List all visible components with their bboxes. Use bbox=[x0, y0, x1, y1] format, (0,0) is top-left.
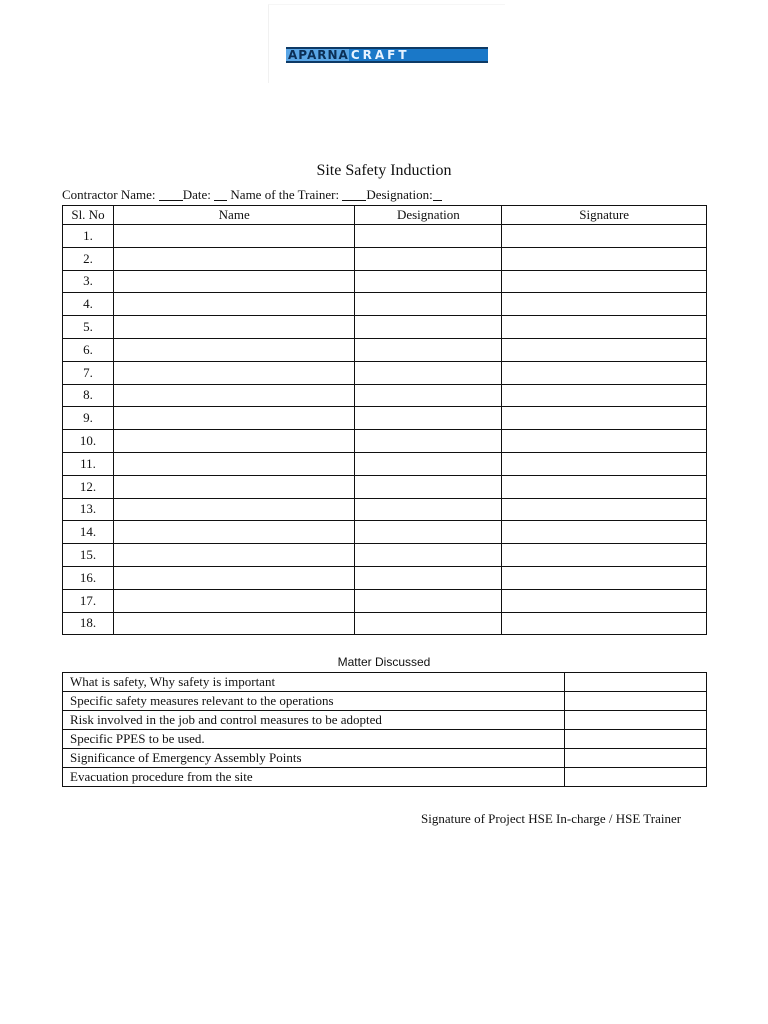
signature-cell[interactable] bbox=[502, 384, 707, 407]
designation-cell[interactable] bbox=[355, 384, 502, 407]
serial-number-cell: 12. bbox=[63, 475, 114, 498]
name-cell[interactable] bbox=[113, 361, 355, 384]
signature-cell[interactable] bbox=[502, 589, 707, 612]
signature-cell[interactable] bbox=[502, 225, 707, 248]
designation-cell[interactable] bbox=[355, 544, 502, 567]
matter-row bbox=[63, 673, 707, 692]
name-cell[interactable] bbox=[113, 316, 355, 339]
date-blank[interactable] bbox=[214, 188, 227, 201]
attendance-row bbox=[63, 430, 707, 453]
designation-label: Designation: bbox=[366, 187, 433, 202]
attendance-table bbox=[62, 205, 707, 635]
trainer-name-blank[interactable] bbox=[342, 188, 366, 201]
designation-cell[interactable] bbox=[355, 498, 502, 521]
matter-row bbox=[63, 730, 707, 749]
column-header-name: Name bbox=[113, 206, 355, 225]
signature-cell[interactable] bbox=[502, 612, 707, 635]
name-cell[interactable] bbox=[113, 475, 355, 498]
matter-row bbox=[63, 711, 707, 730]
name-cell[interactable] bbox=[113, 452, 355, 475]
designation-cell[interactable] bbox=[355, 521, 502, 544]
name-cell[interactable] bbox=[113, 338, 355, 361]
attendance-row bbox=[63, 338, 707, 361]
matter-check-cell[interactable] bbox=[565, 749, 707, 768]
serial-number-cell: 3. bbox=[63, 270, 114, 293]
attendance-row bbox=[63, 521, 707, 544]
designation-cell[interactable] bbox=[355, 589, 502, 612]
attendance-row bbox=[63, 475, 707, 498]
signature-cell[interactable] bbox=[502, 293, 707, 316]
designation-cell[interactable] bbox=[355, 566, 502, 589]
logo-banner bbox=[286, 47, 488, 63]
matter-row bbox=[63, 749, 707, 768]
designation-cell[interactable] bbox=[355, 430, 502, 453]
attendance-row bbox=[63, 612, 707, 635]
serial-number-cell: 18. bbox=[63, 612, 114, 635]
signature-cell[interactable] bbox=[502, 566, 707, 589]
signature-cell[interactable] bbox=[502, 498, 707, 521]
logo-text-aparna: APARNA bbox=[288, 48, 349, 62]
serial-number-cell: 14. bbox=[63, 521, 114, 544]
serial-number-cell: 9. bbox=[63, 407, 114, 430]
matter-check-cell[interactable] bbox=[565, 692, 707, 711]
attendance-row bbox=[63, 247, 707, 270]
matter-topic-cell: Risk involved in the job and control measures to be adopted bbox=[63, 711, 565, 730]
matter-check-cell[interactable] bbox=[565, 673, 707, 692]
designation-cell[interactable] bbox=[355, 225, 502, 248]
signature-cell[interactable] bbox=[502, 247, 707, 270]
signature-cell[interactable] bbox=[502, 338, 707, 361]
signature-cell[interactable] bbox=[502, 544, 707, 567]
signature-cell[interactable] bbox=[502, 430, 707, 453]
signature-cell[interactable] bbox=[502, 452, 707, 475]
signature-cell[interactable] bbox=[502, 521, 707, 544]
name-cell[interactable] bbox=[113, 225, 355, 248]
name-cell[interactable] bbox=[113, 544, 355, 567]
serial-number-cell: 13. bbox=[63, 498, 114, 521]
designation-cell[interactable] bbox=[355, 338, 502, 361]
attendance-row bbox=[63, 589, 707, 612]
serial-number-cell: 16. bbox=[63, 566, 114, 589]
serial-number-cell: 10. bbox=[63, 430, 114, 453]
serial-number-cell: 17. bbox=[63, 589, 114, 612]
serial-number-cell: 7. bbox=[63, 361, 114, 384]
attendance-row bbox=[63, 225, 707, 248]
contractor-name-label: Contractor Name: bbox=[62, 187, 156, 202]
designation-cell[interactable] bbox=[355, 612, 502, 635]
name-cell[interactable] bbox=[113, 566, 355, 589]
attendance-row bbox=[63, 293, 707, 316]
matter-row bbox=[63, 768, 707, 787]
attendance-row bbox=[63, 361, 707, 384]
designation-cell[interactable] bbox=[355, 475, 502, 498]
serial-number-cell: 5. bbox=[63, 316, 114, 339]
column-header-sl-no: Sl. No bbox=[63, 206, 114, 225]
column-header-signature: Signature bbox=[502, 206, 707, 225]
serial-number-cell: 11. bbox=[63, 452, 114, 475]
signature-cell[interactable] bbox=[502, 316, 707, 339]
matter-check-cell[interactable] bbox=[565, 768, 707, 787]
signature-cell[interactable] bbox=[502, 475, 707, 498]
name-cell[interactable] bbox=[113, 430, 355, 453]
attendance-row bbox=[63, 544, 707, 567]
matter-check-cell[interactable] bbox=[565, 730, 707, 749]
attendance-row bbox=[63, 498, 707, 521]
attendance-row bbox=[63, 452, 707, 475]
column-header-designation: Designation bbox=[355, 206, 502, 225]
name-cell[interactable] bbox=[113, 612, 355, 635]
matter-topic-cell: What is safety, Why safety is important bbox=[63, 673, 565, 692]
attendance-row bbox=[63, 384, 707, 407]
name-cell[interactable] bbox=[113, 521, 355, 544]
matter-topic-cell: Evacuation procedure from the site bbox=[63, 768, 565, 787]
matter-check-cell[interactable] bbox=[565, 711, 707, 730]
matter-topic-cell: Specific safety measures relevant to the operations bbox=[63, 692, 565, 711]
serial-number-cell: 1. bbox=[63, 225, 114, 248]
name-cell[interactable] bbox=[113, 384, 355, 407]
designation-blank[interactable] bbox=[433, 188, 442, 201]
designation-cell[interactable] bbox=[355, 407, 502, 430]
serial-number-cell: 15. bbox=[63, 544, 114, 567]
attendance-row bbox=[63, 407, 707, 430]
designation-cell[interactable] bbox=[355, 270, 502, 293]
matter-row bbox=[63, 692, 707, 711]
name-cell[interactable] bbox=[113, 589, 355, 612]
serial-number-cell: 2. bbox=[63, 247, 114, 270]
hse-signature-label: Signature of Project HSE In-charge / HSE Trainer bbox=[421, 811, 682, 826]
company-logo bbox=[268, 4, 505, 83]
serial-number-cell: 8. bbox=[63, 384, 114, 407]
name-cell[interactable] bbox=[113, 247, 355, 270]
name-cell[interactable] bbox=[113, 293, 355, 316]
attendance-row bbox=[63, 566, 707, 589]
designation-cell[interactable] bbox=[355, 247, 502, 270]
designation-cell[interactable] bbox=[355, 293, 502, 316]
name-cell[interactable] bbox=[113, 407, 355, 430]
trainer-name-label: Name of the Trainer: bbox=[230, 187, 340, 202]
logo-text-craft: CRAFT bbox=[350, 48, 410, 62]
matter-topic-cell: Specific PPES to be used. bbox=[63, 730, 565, 749]
induction-details-line bbox=[62, 187, 442, 203]
serial-number-cell: 4. bbox=[63, 293, 114, 316]
matter-discussed-table bbox=[62, 672, 707, 787]
attendance-row bbox=[63, 270, 707, 293]
signature-cell[interactable] bbox=[502, 270, 707, 293]
attendance-row bbox=[63, 316, 707, 339]
name-cell[interactable] bbox=[113, 270, 355, 293]
attendance-header-row bbox=[63, 206, 707, 225]
serial-number-cell: 6. bbox=[63, 338, 114, 361]
matter-discussed-heading: Matter Discussed bbox=[337, 655, 431, 669]
designation-cell[interactable] bbox=[355, 361, 502, 384]
date-label: Date: bbox=[182, 187, 211, 202]
signature-cell[interactable] bbox=[502, 361, 707, 384]
designation-cell[interactable] bbox=[355, 452, 502, 475]
designation-cell[interactable] bbox=[355, 316, 502, 339]
name-cell[interactable] bbox=[113, 498, 355, 521]
contractor-name-blank[interactable] bbox=[159, 188, 183, 201]
document-title: Site Safety Induction bbox=[316, 162, 452, 179]
matter-topic-cell: Significance of Emergency Assembly Points bbox=[63, 749, 565, 768]
signature-cell[interactable] bbox=[502, 407, 707, 430]
